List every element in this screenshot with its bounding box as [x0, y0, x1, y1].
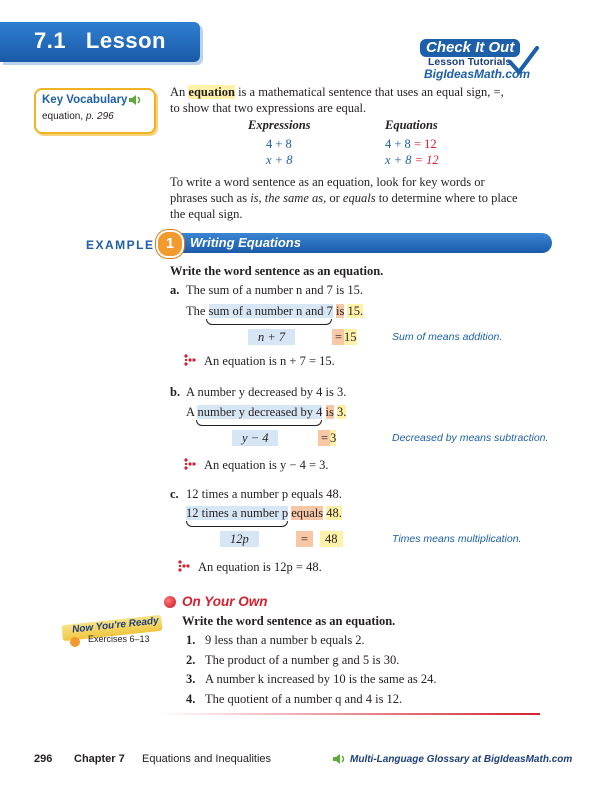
orange-dot-icon: [70, 637, 80, 647]
part-b-annotated: A number y decreased by 4 is 3.: [186, 405, 347, 419]
part-b-note: Decreased by means subtraction.: [392, 432, 549, 444]
part-c-annotated: 12 times a number p equals 48.: [186, 506, 342, 520]
key-vocabulary-title: Key Vocabulary: [42, 94, 128, 106]
on-your-own-instruction: Write the word sentence as an equation.: [182, 614, 396, 628]
chapter-title: Equations and Inequalities: [142, 753, 272, 765]
equation-term: equation: [188, 85, 235, 99]
glossary-link[interactable]: Multi-Language Glossary at BigIdeasMath.com: [350, 754, 573, 765]
answer-arrow-icon: [184, 354, 196, 366]
on-your-own-title: On Your Own: [182, 594, 268, 609]
part-b-answer: An equation is y − 4 = 3.: [204, 458, 329, 472]
part-b-equals: =: [318, 430, 331, 446]
part-c-number: 48: [320, 531, 343, 547]
example-number-badge: 1: [156, 230, 184, 258]
ooy-item-3-text: A number k increased by 10 is the same as 24.: [205, 672, 437, 686]
ooy-item-1-text: 9 less than a number b equals 2.: [205, 633, 365, 647]
key-vocabulary-term[interactable]: equation, p. 296: [42, 111, 114, 122]
part-a-expression: n + 7: [248, 329, 295, 345]
ooy-item-4-text: The quotient of a number q and 4 is 12.: [205, 692, 403, 706]
speaker-icon[interactable]: [128, 94, 142, 106]
part-a-sentence: The sum of a number n and 7 is 15.: [186, 283, 364, 297]
ooy-item-1-num: 1.: [186, 633, 196, 647]
ooy-item-2-text: The product of a number g and 5 is 30.: [205, 653, 400, 667]
part-b-letter: b.: [170, 385, 181, 399]
chapter-label: Chapter 7: [74, 753, 125, 765]
part-a-note: Sum of means addition.: [392, 331, 503, 343]
ooy-item-4-num: 4.: [186, 692, 196, 706]
part-a-brace: [206, 319, 332, 325]
ooy-item-2-num: 2.: [186, 653, 196, 667]
check-it-out-label[interactable]: Check It Out: [420, 39, 520, 57]
on-your-own-dot-icon: [164, 596, 176, 608]
answer-arrow-icon: [184, 458, 196, 470]
page-number: 296: [34, 753, 53, 765]
part-a-annotated: The sum of a number n and 7 is 15.: [186, 304, 364, 318]
part-a-number: 15: [344, 330, 357, 344]
part-b-sentence: A number y decreased by 4 is 3.: [186, 385, 347, 399]
part-c-expression: 12p: [220, 531, 259, 547]
part-a-equals: =: [332, 329, 345, 345]
section-divider: [160, 713, 540, 715]
part-c-answer: An equation is 12p = 48.: [198, 560, 322, 574]
now-youre-ready-label: Now You're Ready: [71, 615, 160, 636]
definition-paragraph: An equation is a mathematical sentence that uses an equal sign, =, to show that two expressions are equal.: [170, 85, 504, 115]
checkmark-icon: [506, 44, 540, 78]
equations-header: Equations: [385, 118, 438, 132]
example-label: EXAMPLE: [86, 238, 155, 252]
part-b-expression: y − 4: [232, 430, 278, 446]
part-b-number: 3: [330, 431, 337, 445]
part-c-letter: c.: [170, 487, 179, 501]
equation-2: x + 8 = 12: [385, 153, 439, 167]
expression-2: x + 8: [266, 153, 293, 167]
example-title: Writing Equations: [190, 235, 301, 250]
expressions-header: Expressions: [248, 118, 311, 132]
key-words-paragraph: To write a word sentence as an equation, look for key words or phrases such as is, the same as, or equals to determine where to place the equal sign.: [170, 175, 518, 221]
part-a-answer: An equation is n + 7 = 15.: [204, 354, 335, 368]
example-instruction: Write the word sentence as an equation.: [170, 264, 384, 278]
lesson-title: 7.1 Lesson: [34, 28, 166, 53]
part-c-brace: [186, 521, 288, 527]
expression-1: 4 + 8: [266, 137, 292, 151]
bigideasmath-link[interactable]: BigIdeasMath.com: [424, 67, 531, 81]
lesson-tutorials-label: Lesson Tutorials: [428, 56, 512, 68]
part-c-note: Times means multiplication.: [392, 533, 522, 545]
part-a-letter: a.: [170, 283, 180, 297]
ooy-item-3-num: 3.: [186, 672, 196, 686]
exercises-reference[interactable]: Exercises 6–13: [88, 634, 150, 644]
part-b-brace: [196, 420, 322, 426]
speaker-icon[interactable]: [332, 753, 346, 765]
part-c-sentence: 12 times a number p equals 48.: [186, 487, 342, 501]
answer-arrow-icon: [178, 560, 190, 572]
part-c-equals: =: [296, 531, 313, 547]
equation-1: 4 + 8 = 12: [385, 137, 437, 151]
